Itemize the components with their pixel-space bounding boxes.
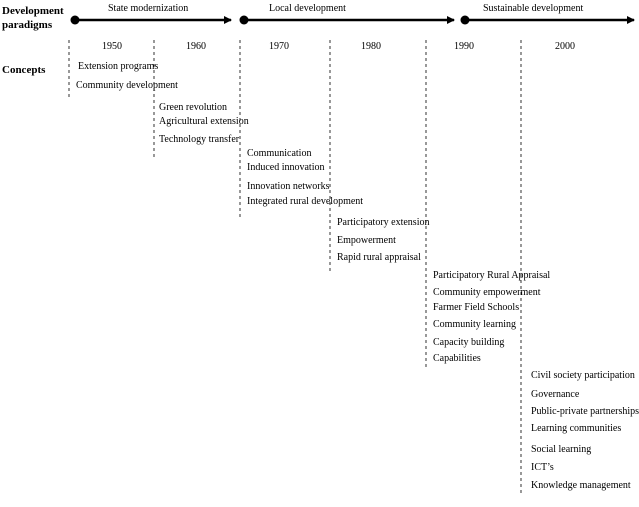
concept-capacity-building: Capacity building: [433, 337, 505, 348]
concept-knowledge-management: Knowledge management: [531, 480, 631, 491]
year-label-1950: 1950: [102, 41, 122, 52]
concept-capabilities: Capabilities: [433, 353, 481, 364]
concept-innovation-networks: Innovation networks: [247, 181, 330, 192]
concept-communication: Communication: [247, 148, 312, 159]
concept-green-revolution: Green revolution: [159, 102, 228, 113]
year-label-1960: 1960: [186, 41, 206, 52]
concept-participatory-extension: Participatory extension: [337, 217, 430, 228]
concept-integrated-rural-development: Integrated rural development: [247, 196, 364, 207]
paradigm-sustainable-development: Sustainable development: [483, 3, 584, 14]
paradigms-heading-line1: Development: [2, 5, 64, 17]
concept-induced-innovation: Induced innovation: [247, 162, 325, 173]
concept-participatory-rural-appraisal: Participatory Rural Appraisal: [433, 270, 551, 281]
concept-community-development: Community development: [76, 80, 178, 91]
concepts-heading: Concepts: [2, 64, 46, 76]
paradigms-heading-line2: paradigms: [2, 19, 53, 31]
concept-extension-programs: Extension programs: [78, 61, 159, 72]
year-label-1990: 1990: [454, 41, 474, 52]
concept-icts: ICT’s: [531, 462, 554, 473]
year-label-1970: 1970: [269, 41, 289, 52]
concept-agricultural-extension: Agricultural extension: [159, 116, 249, 127]
concept-public-private-partnerships: Public-private partnerships: [531, 406, 639, 417]
year-label-2000: 2000: [555, 41, 575, 52]
concept-community-learning: Community learning: [433, 319, 517, 330]
concept-farmer-field-schools: Farmer Field Schools: [433, 302, 520, 313]
year-label-1980: 1980: [361, 41, 381, 52]
concept-learning-communities: Learning communities: [531, 423, 622, 434]
concept-governance: Governance: [531, 389, 580, 400]
concept-community-empowerment: Community empowerment: [433, 287, 541, 298]
concept-technology-transfer: Technology transfer: [159, 134, 240, 145]
paradigm-state-modernization: State modernization: [108, 3, 189, 14]
concept-social-learning: Social learning: [531, 444, 592, 455]
concept-civil-society-participation: Civil society participation: [531, 370, 635, 381]
paradigm-local-development: Local development: [269, 3, 346, 14]
concept-empowerment: Empowerment: [337, 235, 396, 246]
concept-rapid-rural-appraisal: Rapid rural appraisal: [337, 252, 421, 263]
